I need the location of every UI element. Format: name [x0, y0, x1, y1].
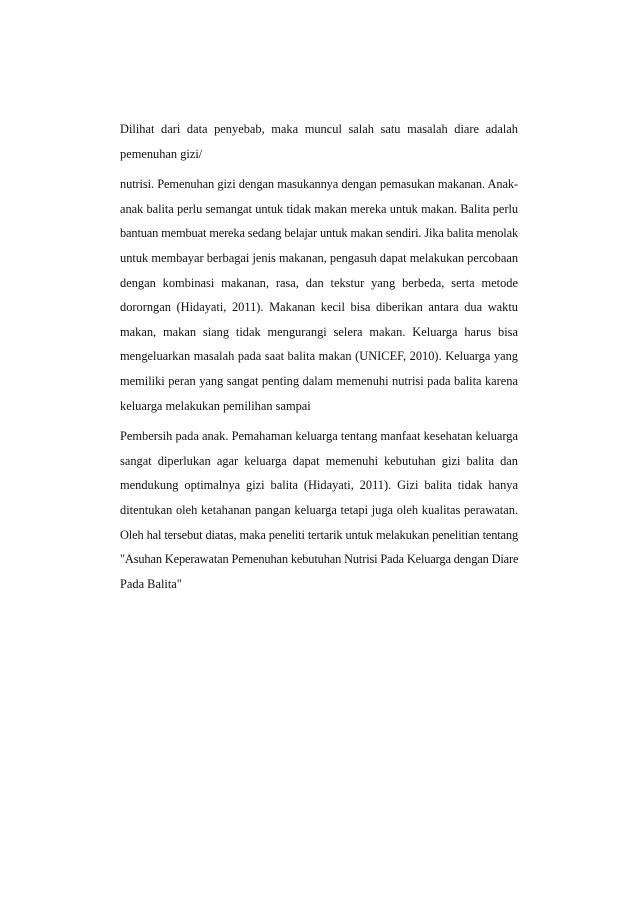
paragraph-1: [120, 117, 518, 166]
text-line: anak balita perlu semangat untuk tidak makan mereka untuk makan. Balita perlu: [120, 201, 518, 216]
paragraph-2: [120, 172, 518, 418]
paragraph-3: [120, 424, 518, 596]
text-line: keluarga melakukan pemilihan sampai: [120, 398, 311, 413]
text-line: Oleh hal tersebut diatas, maka peneliti tertarik untuk melakukan penelitian tentang: [120, 527, 518, 542]
document-body: [120, 117, 518, 602]
text-line: "Asuhan Keperawatan Pemenuhan kebutuhan Nutrisi Pada Keluarga dengan Diare: [120, 552, 519, 567]
text-line: Pada Balita": [120, 576, 182, 591]
text-line: pemenuhan gizi/: [120, 146, 203, 161]
text-line: bantuan membuat mereka sedang belajar untuk makan sendiri. Jika balita menolak: [120, 226, 518, 241]
text-line: dengan kombinasi makanan, rasa, dan tekstur yang berbeda, serta metode: [120, 275, 518, 290]
text-line: untuk membayar berbagai jenis makanan, pengasuh dapat melakukan percobaan: [120, 250, 519, 265]
text-line: dororngan (Hidayati, 2011). Makanan kecil bisa diberikan antara dua waktu: [120, 300, 518, 315]
text-line: memiliki peran yang sangat penting dalam memenuhi nutrisi pada balita karena: [120, 373, 518, 388]
text-line: Pembersih pada anak. Pemahaman keluarga tentang manfaat kesehatan keluarga: [120, 429, 518, 444]
text-line: ditentukan oleh ketahanan pangan keluarga tetapi juga oleh kualitas perawatan.: [120, 502, 518, 517]
text-line: makan, makan siang tidak mengurangi selera makan. Keluarga harus bisa: [120, 324, 518, 339]
text-line: nutrisi. Pemenuhan gizi dengan masukannya dengan pemasukan makanan. Anak-: [120, 177, 518, 192]
text-line: mengeluarkan masalah pada saat balita makan (UNICEF, 2010). Keluarga yang: [120, 349, 518, 364]
text-line: sangat diperlukan agar keluarga dapat memenuhi kebutuhan gizi balita dan: [120, 453, 518, 468]
text-line: mendukung optimalnya gizi balita (Hidayati, 2011). Gizi balita tidak hanya: [120, 478, 518, 493]
text-line: Dilihat dari data penyebab, maka muncul salah satu masalah diare adalah: [120, 122, 518, 136]
